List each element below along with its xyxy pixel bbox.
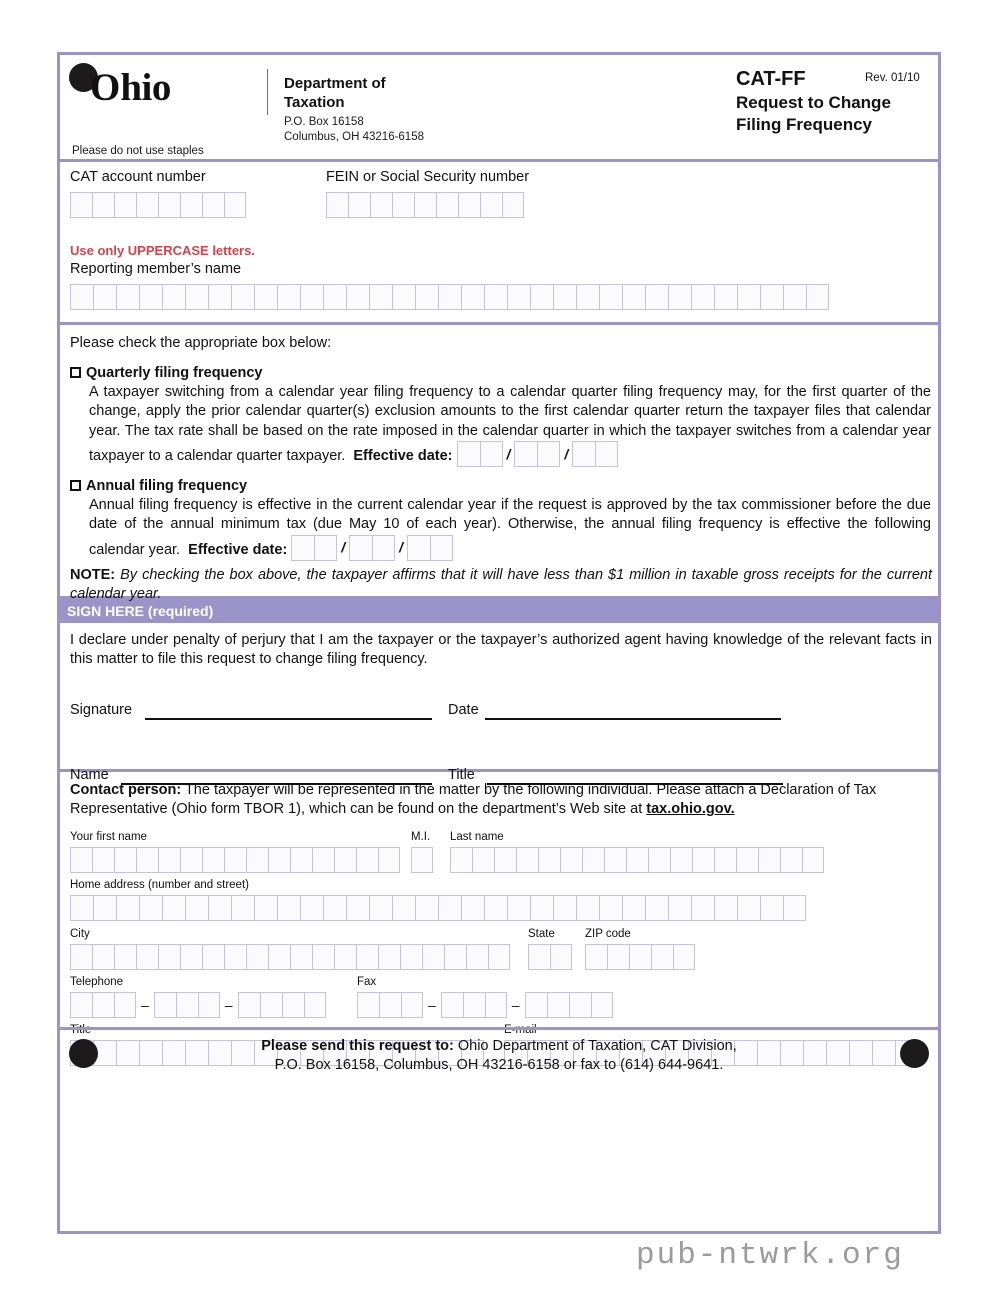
state-input[interactable] <box>528 944 572 970</box>
mailing-line-2: P.O. Box 16158, Columbus, OH 43216-6158 or fax to (614) 644-9641. <box>274 1057 724 1074</box>
comb-cell[interactable] <box>346 895 369 921</box>
phone-separator: – <box>428 997 436 1013</box>
phone-group[interactable] <box>441 992 507 1018</box>
comb-cell[interactable] <box>185 284 208 310</box>
comb-cell[interactable] <box>760 284 783 310</box>
first-name-label: Your first name <box>70 831 147 843</box>
comb-cell[interactable] <box>334 847 356 873</box>
comb-cell[interactable] <box>438 895 461 921</box>
comb-cell[interactable] <box>180 944 202 970</box>
signature-input[interactable] <box>145 718 432 720</box>
filing-frequency-section <box>60 325 938 603</box>
quarterly-body-text: A taxpayer switching from a calendar year filing frequency to a calendar quarter filing frequency may, for the first quarter of the change, apply the prior calendar quarter(s) exclusion amounts to the first calendar quarter return the taxpayer files that calendar year. The tax rate shall be based on the rate imposed in the calendar quarter in which the taxpayer switches from a calendar year taxpayer to a calendar quarter taxpayer. <box>89 384 931 465</box>
telephone-input[interactable] <box>70 992 326 1018</box>
comb-cell[interactable] <box>93 895 116 921</box>
comb-cell[interactable] <box>254 284 277 310</box>
comb-cell[interactable] <box>378 944 400 970</box>
comb-cell[interactable] <box>92 944 114 970</box>
date-label: Date <box>448 702 479 718</box>
annual-body-text: Annual filing frequency is effective in the current calendar year if the request is approved by the tax commissioner before the due date of the annual minimum tax (due May 10 of each year). Otherwise, the annual filing frequency is effective the following calendar year. <box>89 497 931 558</box>
comb-cell[interactable] <box>691 895 714 921</box>
comb-cell[interactable] <box>202 847 224 873</box>
quarterly-effective-date-label: Effective date: <box>353 448 453 465</box>
date-input[interactable] <box>485 718 781 720</box>
declaration-text: I declare under penalty of perjury that I am the taxpayer or the taxpayer’s authorized agent having knowledge of the relevant facts in this matter to file this request to change filing frequency. <box>70 632 932 668</box>
comb-cell[interactable] <box>438 284 461 310</box>
comb-cell[interactable] <box>136 847 158 873</box>
comb-cell[interactable] <box>346 284 369 310</box>
comb-cell[interactable] <box>158 847 180 873</box>
comb-cell[interactable] <box>70 847 92 873</box>
comb-cell[interactable] <box>550 944 572 970</box>
quarterly-date-day[interactable] <box>514 441 560 467</box>
city-label: City <box>70 928 90 940</box>
mailing-rest: Ohio Department of Taxation, CAT Division, <box>453 1038 737 1054</box>
signature-section <box>60 623 938 783</box>
comb-cell[interactable] <box>691 284 714 310</box>
comb-cell[interactable] <box>507 284 530 310</box>
form-title <box>736 92 891 136</box>
comb-cell[interactable] <box>277 284 300 310</box>
cat-ff-form <box>57 52 941 1234</box>
comb-cell[interactable] <box>268 847 290 873</box>
comb-cell[interactable] <box>139 895 162 921</box>
signature-label: Signature <box>70 702 133 718</box>
comb-cell[interactable] <box>582 847 604 873</box>
comb-cell[interactable] <box>180 847 202 873</box>
quarterly-date-year[interactable] <box>572 441 618 467</box>
phone-separator: – <box>141 997 149 1013</box>
comb-cell[interactable] <box>692 847 714 873</box>
mailing-bold: Please send this request to: <box>261 1038 454 1054</box>
form-header <box>60 55 938 162</box>
comb-cell[interactable] <box>139 284 162 310</box>
annual-effective-date-input[interactable] <box>287 535 457 561</box>
comb-cell[interactable] <box>202 944 224 970</box>
comb-cell[interactable] <box>414 192 436 218</box>
comb-cell[interactable] <box>356 944 378 970</box>
cat-account-input[interactable] <box>70 192 246 218</box>
comb-cell[interactable] <box>162 895 185 921</box>
comb-cell[interactable] <box>422 944 444 970</box>
comb-cell[interactable] <box>224 944 246 970</box>
comb-cell[interactable] <box>198 992 220 1018</box>
comb-cell[interactable] <box>392 895 415 921</box>
contact-heading <box>70 781 932 820</box>
comb-cell[interactable] <box>484 895 507 921</box>
comb-cell[interactable] <box>246 847 268 873</box>
comb-cell[interactable] <box>326 192 348 218</box>
comb-cell[interactable] <box>760 895 783 921</box>
comb-cell[interactable] <box>450 847 472 873</box>
annual-date-day[interactable] <box>349 535 395 561</box>
mailing-line-1 <box>60 1037 938 1056</box>
comb-cell[interactable] <box>370 192 392 218</box>
title-label: Title <box>448 767 475 783</box>
quarterly-body <box>89 383 931 467</box>
comb-cell[interactable] <box>277 895 300 921</box>
last-name-label: Last name <box>450 831 504 843</box>
fein-label: FEIN or Social Security number <box>326 169 530 185</box>
note-text <box>70 566 932 605</box>
comb-cell[interactable] <box>560 847 582 873</box>
header-divider <box>267 69 268 115</box>
comb-cell[interactable] <box>268 944 290 970</box>
comb-cell[interactable] <box>645 895 668 921</box>
comb-cell[interactable] <box>224 192 246 218</box>
comb-cell[interactable] <box>622 895 645 921</box>
comb-cell[interactable] <box>208 895 231 921</box>
annual-label: Annual filing frequency <box>86 478 248 494</box>
comb-cell[interactable] <box>114 192 136 218</box>
comb-cell[interactable] <box>114 944 136 970</box>
comb-cell[interactable] <box>334 944 356 970</box>
comb-cell[interactable] <box>411 847 433 873</box>
comb-cell[interactable] <box>357 992 379 1018</box>
mi-label: M.I. <box>411 831 431 843</box>
department-address <box>284 115 424 145</box>
comb-cell[interactable] <box>461 895 484 921</box>
watermark: pub-ntwrk.org <box>636 1238 904 1273</box>
comb-cell[interactable] <box>185 895 208 921</box>
comb-cell[interactable] <box>231 284 254 310</box>
comb-cell[interactable] <box>737 895 760 921</box>
comb-cell[interactable] <box>379 992 401 1018</box>
comb-cell[interactable] <box>530 895 553 921</box>
comb-cell[interactable] <box>585 944 607 970</box>
note-prefix: NOTE: <box>70 567 116 583</box>
check-instruction: Please check the appropriate box below: <box>70 335 332 351</box>
telephone-label: Telephone <box>70 976 124 988</box>
comb-cell[interactable] <box>158 192 180 218</box>
comb-cell[interactable] <box>783 284 806 310</box>
department-city-state-zip: Columbus, OH 43216-6158 <box>284 130 424 143</box>
address-input[interactable] <box>70 895 806 921</box>
phone-group[interactable] <box>238 992 326 1018</box>
last-name-input[interactable] <box>450 847 824 873</box>
comb-cell[interactable] <box>507 895 530 921</box>
comb-cell[interactable] <box>70 992 92 1018</box>
account-section <box>60 162 938 325</box>
comb-cell[interactable] <box>783 895 806 921</box>
comb-cell[interactable] <box>525 992 547 1018</box>
email-label: E-mail <box>504 1024 537 1036</box>
comb-cell[interactable] <box>553 284 576 310</box>
zip-label: ZIP code <box>585 928 631 940</box>
comb-cell[interactable] <box>154 992 176 1018</box>
comb-cell[interactable] <box>176 992 198 1018</box>
quarterly-effective-date-input[interactable] <box>453 441 623 467</box>
comb-cell[interactable] <box>290 944 312 970</box>
comb-cell[interactable] <box>480 192 502 218</box>
comb-cell[interactable] <box>300 284 323 310</box>
contact-section <box>60 772 938 1036</box>
comb-cell[interactable] <box>378 847 400 873</box>
form-code: CAT-FF <box>736 68 806 90</box>
comb-cell[interactable] <box>300 895 323 921</box>
comb-cell[interactable] <box>780 847 802 873</box>
comb-cell[interactable] <box>254 895 277 921</box>
comb-cell[interactable] <box>553 895 576 921</box>
comb-cell[interactable] <box>466 944 488 970</box>
phone-group[interactable] <box>154 992 220 1018</box>
date-separator-1: / <box>506 445 511 462</box>
comb-cell[interactable] <box>312 944 334 970</box>
zip-input[interactable] <box>585 944 695 970</box>
comb-cell[interactable] <box>538 847 560 873</box>
comb-cell[interactable] <box>463 992 485 1018</box>
department-po-box: P.O. Box 16158 <box>284 116 364 128</box>
comb-cell[interactable] <box>736 847 758 873</box>
comb-cell[interactable] <box>136 944 158 970</box>
comb-cell[interactable] <box>162 284 185 310</box>
mailing-instructions <box>60 1037 938 1076</box>
form-revision: Rev. 01/10 <box>865 72 920 84</box>
comb-cell[interactable] <box>392 192 414 218</box>
sign-here-label: SIGN HERE (required) <box>67 603 214 619</box>
comb-cell[interactable] <box>714 284 737 310</box>
form-title-line-2: Filing Frequency <box>736 114 873 134</box>
comb-cell[interactable] <box>651 944 673 970</box>
comb-cell[interactable] <box>312 847 334 873</box>
comb-cell[interactable] <box>70 192 92 218</box>
comb-cell[interactable] <box>626 847 648 873</box>
comb-cell[interactable] <box>208 284 231 310</box>
quarterly-checkbox[interactable] <box>70 367 81 378</box>
comb-cell[interactable] <box>323 895 346 921</box>
ohio-logo-hio: hio <box>120 66 171 109</box>
name-label: Name <box>70 767 109 783</box>
comb-cell[interactable] <box>92 847 114 873</box>
date-separator-3: / <box>341 539 346 556</box>
comb-cell[interactable] <box>591 992 613 1018</box>
comb-cell[interactable] <box>461 284 484 310</box>
comb-cell[interactable] <box>116 895 139 921</box>
comb-cell[interactable] <box>356 847 378 873</box>
comb-cell[interactable] <box>494 847 516 873</box>
comb-cell[interactable] <box>92 192 114 218</box>
quarterly-label: Quarterly filing frequency <box>86 365 263 381</box>
comb-cell[interactable] <box>645 284 668 310</box>
comb-cell[interactable] <box>114 992 136 1018</box>
fax-label: Fax <box>357 976 377 988</box>
comb-cell[interactable] <box>282 992 304 1018</box>
comb-cell[interactable] <box>70 895 93 921</box>
comb-cell[interactable] <box>441 992 463 1018</box>
comb-cell[interactable] <box>458 192 480 218</box>
reporting-member-name-input[interactable] <box>70 284 829 310</box>
comb-cell[interactable] <box>415 895 438 921</box>
comb-cell[interactable] <box>369 284 392 310</box>
date-separator-2: / <box>564 445 569 462</box>
department-line-2: Taxation <box>284 93 345 111</box>
contact-heading-bold: Contact person: <box>70 782 182 798</box>
annual-effective-date-label: Effective date: <box>188 541 288 558</box>
fein-input[interactable] <box>326 192 524 218</box>
annual-checkbox[interactable] <box>70 480 81 491</box>
comb-cell[interactable] <box>599 284 622 310</box>
comb-cell[interactable] <box>622 284 645 310</box>
comb-cell[interactable] <box>114 847 136 873</box>
comb-cell[interactable] <box>737 284 760 310</box>
reporting-member-label: Reporting member’s name <box>70 261 242 277</box>
fax-input[interactable] <box>357 992 613 1018</box>
comb-cell[interactable] <box>714 895 737 921</box>
comb-cell[interactable] <box>607 944 629 970</box>
quarterly-option[interactable] <box>70 364 930 383</box>
comb-cell[interactable] <box>484 284 507 310</box>
phone-group[interactable] <box>525 992 613 1018</box>
note-body: By checking the box above, the taxpayer affirms that it will have less than $1 million in taxable gross receipts for the current calendar year. <box>70 567 932 603</box>
comb-cell[interactable] <box>436 192 458 218</box>
comb-cell[interactable] <box>530 284 553 310</box>
comb-cell[interactable] <box>93 284 116 310</box>
comb-cell[interactable] <box>323 284 346 310</box>
comb-cell[interactable] <box>369 895 392 921</box>
comb-cell[interactable] <box>224 847 246 873</box>
phone-group[interactable] <box>357 992 423 1018</box>
comb-cell[interactable] <box>415 284 438 310</box>
city-input[interactable] <box>70 944 510 970</box>
quarterly-date-month[interactable] <box>457 441 503 467</box>
comb-cell[interactable] <box>670 847 692 873</box>
comb-cell[interactable] <box>392 284 415 310</box>
contact-title-label: Title <box>70 1024 92 1036</box>
date-separator-4: / <box>399 539 404 556</box>
phone-separator: – <box>224 997 233 1013</box>
annual-option[interactable] <box>70 477 930 496</box>
comb-cell[interactable] <box>472 847 494 873</box>
comb-cell[interactable] <box>70 284 93 310</box>
comb-cell[interactable] <box>629 944 651 970</box>
annual-body <box>89 496 931 561</box>
comb-cell[interactable] <box>92 992 114 1018</box>
department-name <box>284 75 386 113</box>
comb-cell[interactable] <box>648 847 670 873</box>
middle-initial-input[interactable] <box>411 847 433 873</box>
annual-date-month[interactable] <box>291 535 337 561</box>
comb-cell[interactable] <box>400 944 422 970</box>
comb-cell[interactable] <box>673 944 695 970</box>
comb-cell[interactable] <box>668 895 691 921</box>
department-line-1: Department of <box>284 75 386 92</box>
comb-cell[interactable] <box>576 284 599 310</box>
comb-cell[interactable] <box>246 944 268 970</box>
phone-group[interactable] <box>70 992 136 1018</box>
comb-cell[interactable] <box>488 944 510 970</box>
staples-note: Please do not use staples <box>72 145 204 157</box>
ohio-logo-o: O <box>90 66 121 109</box>
comb-cell[interactable] <box>516 847 538 873</box>
phone-separator: – <box>511 997 520 1013</box>
comb-cell[interactable] <box>806 284 829 310</box>
tax-ohio-gov-link[interactable]: tax.ohio.gov. <box>646 801 735 818</box>
comb-cell[interactable] <box>485 992 507 1018</box>
comb-cell[interactable] <box>202 192 224 218</box>
address-label: Home address (number and street) <box>70 879 249 891</box>
comb-cell[interactable] <box>70 944 92 970</box>
comb-cell[interactable] <box>348 192 370 218</box>
first-name-input[interactable] <box>70 847 400 873</box>
comb-cell[interactable] <box>116 284 139 310</box>
comb-cell[interactable] <box>758 847 780 873</box>
comb-cell[interactable] <box>528 944 550 970</box>
comb-cell[interactable] <box>802 847 824 873</box>
comb-cell[interactable] <box>604 847 626 873</box>
cat-account-label: CAT account number <box>70 169 206 185</box>
contact-heading-rest: The taxpayer will be represented in the matter by the following individual. Please attach a Declaration of Tax Representative (Ohio form TBOR 1), which can be found on the department’s Web site at <box>70 782 877 818</box>
comb-cell[interactable] <box>714 847 736 873</box>
comb-cell[interactable] <box>599 895 622 921</box>
comb-cell[interactable] <box>260 992 282 1018</box>
ohio-logo <box>90 68 171 107</box>
form-title-line-1: Request to Change <box>736 93 891 112</box>
comb-cell[interactable] <box>290 847 312 873</box>
comb-cell[interactable] <box>231 895 254 921</box>
comb-cell[interactable] <box>668 284 691 310</box>
state-label: State <box>528 928 555 940</box>
comb-cell[interactable] <box>569 992 591 1018</box>
uppercase-notice: Use only UPPERCASE letters. <box>70 243 255 258</box>
annual-date-year[interactable] <box>407 535 453 561</box>
comb-cell[interactable] <box>547 992 569 1018</box>
form-footer <box>60 1027 938 1075</box>
comb-cell[interactable] <box>576 895 599 921</box>
comb-cell[interactable] <box>444 944 466 970</box>
comb-cell[interactable] <box>238 992 260 1018</box>
comb-cell[interactable] <box>158 944 180 970</box>
comb-cell[interactable] <box>136 192 158 218</box>
comb-cell[interactable] <box>401 992 423 1018</box>
comb-cell[interactable] <box>180 192 202 218</box>
comb-cell[interactable] <box>502 192 524 218</box>
comb-cell[interactable] <box>304 992 326 1018</box>
